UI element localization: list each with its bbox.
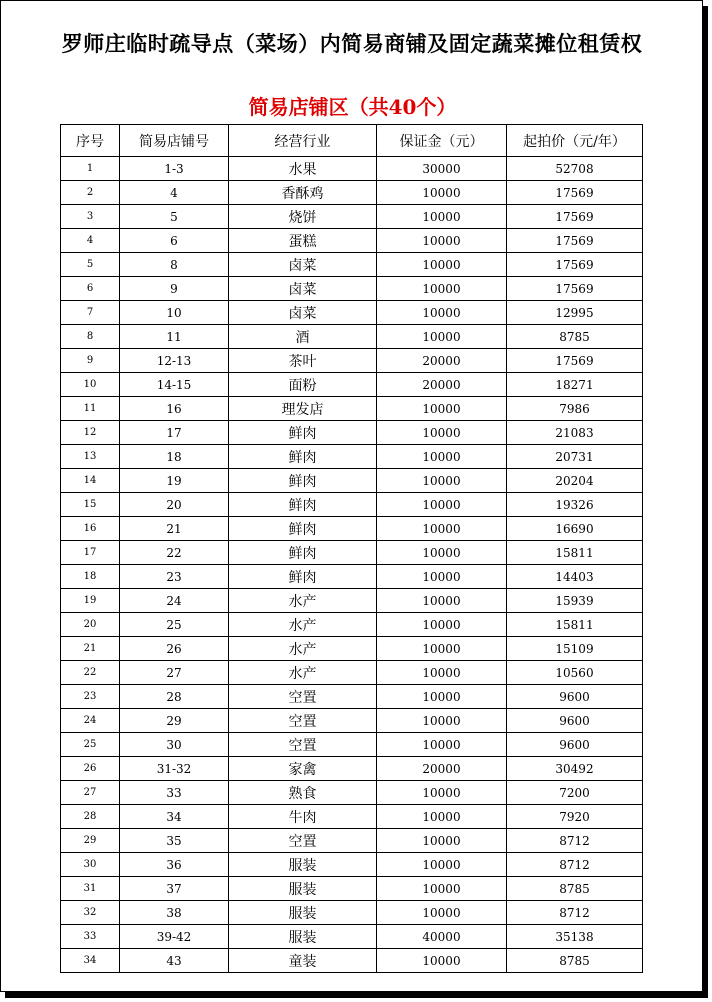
cell-deposit: 10000 [377,181,507,205]
stall-table [60,124,643,973]
cell-deposit: 10000 [377,901,507,925]
table-row [61,613,643,637]
table-row [61,229,643,253]
cell-industry: 童装 [229,949,377,973]
cell-starting-price: 7920 [507,805,643,829]
cell-industry: 鲜肉 [229,469,377,493]
cell-shop-number: 21 [120,517,229,541]
table-row [61,517,643,541]
cell-starting-price: 9600 [507,709,643,733]
table-row [61,781,643,805]
cell-shop-number: 17 [120,421,229,445]
cell-starting-price: 17569 [507,229,643,253]
cell-deposit: 10000 [377,613,507,637]
cell-shop-number: 12-13 [120,349,229,373]
cell-shop-number: 23 [120,565,229,589]
cell-industry: 鲜肉 [229,565,377,589]
cell-deposit: 10000 [377,637,507,661]
cell-seq: 3 [61,205,120,229]
cell-deposit: 10000 [377,253,507,277]
cell-seq: 2 [61,181,120,205]
cell-shop-number: 20 [120,493,229,517]
cell-shop-number: 26 [120,637,229,661]
cell-starting-price: 52708 [507,157,643,181]
cell-industry: 鲜肉 [229,493,377,517]
cell-shop-number: 27 [120,661,229,685]
cell-industry: 水产 [229,661,377,685]
table-row [61,493,643,517]
cell-shop-number: 16 [120,397,229,421]
cell-deposit: 10000 [377,469,507,493]
cell-deposit: 10000 [377,301,507,325]
table-row [61,253,643,277]
cell-starting-price: 15939 [507,589,643,613]
cell-industry: 卤菜 [229,301,377,325]
cell-industry: 水果 [229,157,377,181]
table-row [61,301,643,325]
cell-shop-number: 11 [120,325,229,349]
cell-starting-price: 8712 [507,853,643,877]
cell-deposit: 20000 [377,349,507,373]
table-row [61,805,643,829]
cell-shop-number: 35 [120,829,229,853]
cell-seq: 32 [61,901,120,925]
table-row [61,541,643,565]
cell-shop-number: 10 [120,301,229,325]
cell-deposit: 10000 [377,445,507,469]
cell-industry: 熟食 [229,781,377,805]
cell-deposit: 10000 [377,949,507,973]
table-row [61,853,643,877]
cell-starting-price: 8785 [507,949,643,973]
cell-shop-number: 9 [120,277,229,301]
cell-seq: 9 [61,349,120,373]
table-row [61,565,643,589]
cell-industry: 空置 [229,709,377,733]
cell-seq: 15 [61,493,120,517]
table-row [61,829,643,853]
cell-seq: 34 [61,949,120,973]
cell-seq: 20 [61,613,120,637]
table-row [61,637,643,661]
cell-starting-price: 17569 [507,205,643,229]
table-row [61,349,643,373]
cell-starting-price: 18271 [507,373,643,397]
cell-deposit: 10000 [377,685,507,709]
cell-starting-price: 15811 [507,613,643,637]
cell-industry: 卤菜 [229,277,377,301]
cell-industry: 牛肉 [229,805,377,829]
cell-deposit: 10000 [377,661,507,685]
cell-starting-price: 8785 [507,325,643,349]
header-starting-price: 起拍价（元/年） [507,125,643,157]
table-header-row [61,125,643,157]
cell-industry: 卤菜 [229,253,377,277]
cell-seq: 7 [61,301,120,325]
cell-industry: 水产 [229,637,377,661]
cell-deposit: 10000 [377,709,507,733]
header-industry: 经营行业 [229,125,377,157]
cell-starting-price: 20731 [507,445,643,469]
table-row [61,685,643,709]
cell-deposit: 40000 [377,925,507,949]
cell-seq: 29 [61,829,120,853]
cell-shop-number: 37 [120,877,229,901]
cell-shop-number: 43 [120,949,229,973]
cell-seq: 18 [61,565,120,589]
table-row [61,157,643,181]
table-row [61,445,643,469]
cell-shop-number: 5 [120,205,229,229]
cell-shop-number: 8 [120,253,229,277]
table-row [61,205,643,229]
cell-seq: 1 [61,157,120,181]
cell-industry: 水产 [229,613,377,637]
cell-seq: 25 [61,733,120,757]
cell-deposit: 10000 [377,805,507,829]
cell-industry: 酒 [229,325,377,349]
cell-starting-price: 10560 [507,661,643,685]
cell-starting-price: 17569 [507,253,643,277]
cell-starting-price: 20204 [507,469,643,493]
cell-starting-price: 8712 [507,901,643,925]
table-row [61,949,643,973]
document-title: 罗师庄临时疏导点（菜场）内简易商铺及固定蔬菜摊位租赁权 [61,31,643,56]
cell-shop-number: 4 [120,181,229,205]
table-row [61,877,643,901]
cell-deposit: 10000 [377,733,507,757]
cell-seq: 21 [61,637,120,661]
cell-shop-number: 19 [120,469,229,493]
cell-starting-price: 16690 [507,517,643,541]
cell-shop-number: 31-32 [120,757,229,781]
cell-seq: 4 [61,229,120,253]
cell-industry: 鲜肉 [229,421,377,445]
cell-deposit: 10000 [377,517,507,541]
cell-starting-price: 35138 [507,925,643,949]
cell-industry: 空置 [229,685,377,709]
cell-deposit: 10000 [377,229,507,253]
table-row [61,901,643,925]
cell-seq: 11 [61,397,120,421]
cell-starting-price: 30492 [507,757,643,781]
table-body [61,157,643,973]
cell-seq: 5 [61,253,120,277]
table-row [61,277,643,301]
cell-starting-price: 12995 [507,301,643,325]
cell-starting-price: 21083 [507,421,643,445]
cell-industry: 水产 [229,589,377,613]
cell-seq: 10 [61,373,120,397]
cell-industry: 理发店 [229,397,377,421]
cell-shop-number: 29 [120,709,229,733]
cell-starting-price: 14403 [507,565,643,589]
cell-deposit: 10000 [377,589,507,613]
cell-industry: 鲜肉 [229,541,377,565]
cell-industry: 服装 [229,877,377,901]
cell-shop-number: 14-15 [120,373,229,397]
cell-shop-number: 18 [120,445,229,469]
cell-deposit: 10000 [377,877,507,901]
cell-seq: 22 [61,661,120,685]
cell-starting-price: 8785 [507,877,643,901]
cell-deposit: 10000 [377,565,507,589]
cell-shop-number: 6 [120,229,229,253]
cell-industry: 烧饼 [229,205,377,229]
cell-deposit: 10000 [377,421,507,445]
cell-starting-price: 9600 [507,733,643,757]
header-shop-number: 简易店铺号 [120,125,229,157]
cell-shop-number: 22 [120,541,229,565]
cell-deposit: 10000 [377,205,507,229]
cell-seq: 17 [61,541,120,565]
cell-industry: 空置 [229,733,377,757]
cell-seq: 26 [61,757,120,781]
cell-seq: 12 [61,421,120,445]
cell-deposit: 10000 [377,325,507,349]
cell-deposit: 10000 [377,541,507,565]
cell-deposit: 30000 [377,157,507,181]
cell-starting-price: 19326 [507,493,643,517]
cell-shop-number: 30 [120,733,229,757]
cell-starting-price: 15109 [507,637,643,661]
cell-seq: 8 [61,325,120,349]
cell-deposit: 10000 [377,781,507,805]
header-deposit: 保证金（元） [377,125,507,157]
cell-starting-price: 7986 [507,397,643,421]
cell-seq: 23 [61,685,120,709]
table-row [61,397,643,421]
cell-deposit: 10000 [377,493,507,517]
section-subtitle: 简易店铺区（共40个） [248,95,457,119]
table-row [61,709,643,733]
cell-starting-price: 15811 [507,541,643,565]
cell-industry: 香酥鸡 [229,181,377,205]
table-row [61,469,643,493]
cell-seq: 27 [61,781,120,805]
cell-seq: 6 [61,277,120,301]
cell-industry: 茶叶 [229,349,377,373]
cell-shop-number: 34 [120,805,229,829]
cell-starting-price: 8712 [507,829,643,853]
cell-deposit: 10000 [377,397,507,421]
table-row [61,925,643,949]
table-row [61,733,643,757]
cell-industry: 服装 [229,901,377,925]
cell-industry: 服装 [229,853,377,877]
cell-shop-number: 39-42 [120,925,229,949]
table-row [61,757,643,781]
cell-deposit: 10000 [377,277,507,301]
cell-starting-price: 7200 [507,781,643,805]
cell-seq: 30 [61,853,120,877]
cell-starting-price: 17569 [507,181,643,205]
cell-starting-price: 17569 [507,349,643,373]
header-seq: 序号 [61,125,120,157]
cell-starting-price: 9600 [507,685,643,709]
cell-seq: 24 [61,709,120,733]
cell-industry: 空置 [229,829,377,853]
cell-industry: 鲜肉 [229,445,377,469]
cell-shop-number: 36 [120,853,229,877]
table-row [61,661,643,685]
cell-shop-number: 24 [120,589,229,613]
cell-deposit: 10000 [377,853,507,877]
cell-shop-number: 38 [120,901,229,925]
cell-industry: 家禽 [229,757,377,781]
table-row [61,421,643,445]
table-row [61,589,643,613]
cell-seq: 28 [61,805,120,829]
cell-seq: 31 [61,877,120,901]
cell-industry: 蛋糕 [229,229,377,253]
table-row [61,373,643,397]
cell-deposit: 20000 [377,373,507,397]
cell-seq: 14 [61,469,120,493]
cell-industry: 面粉 [229,373,377,397]
cell-shop-number: 28 [120,685,229,709]
cell-shop-number: 1-3 [120,157,229,181]
cell-starting-price: 17569 [507,277,643,301]
cell-seq: 13 [61,445,120,469]
cell-industry: 服装 [229,925,377,949]
cell-seq: 16 [61,517,120,541]
table-row [61,325,643,349]
table-row [61,181,643,205]
cell-shop-number: 33 [120,781,229,805]
cell-deposit: 20000 [377,757,507,781]
cell-seq: 19 [61,589,120,613]
cell-deposit: 10000 [377,829,507,853]
cell-industry: 鲜肉 [229,517,377,541]
cell-shop-number: 25 [120,613,229,637]
cell-seq: 33 [61,925,120,949]
